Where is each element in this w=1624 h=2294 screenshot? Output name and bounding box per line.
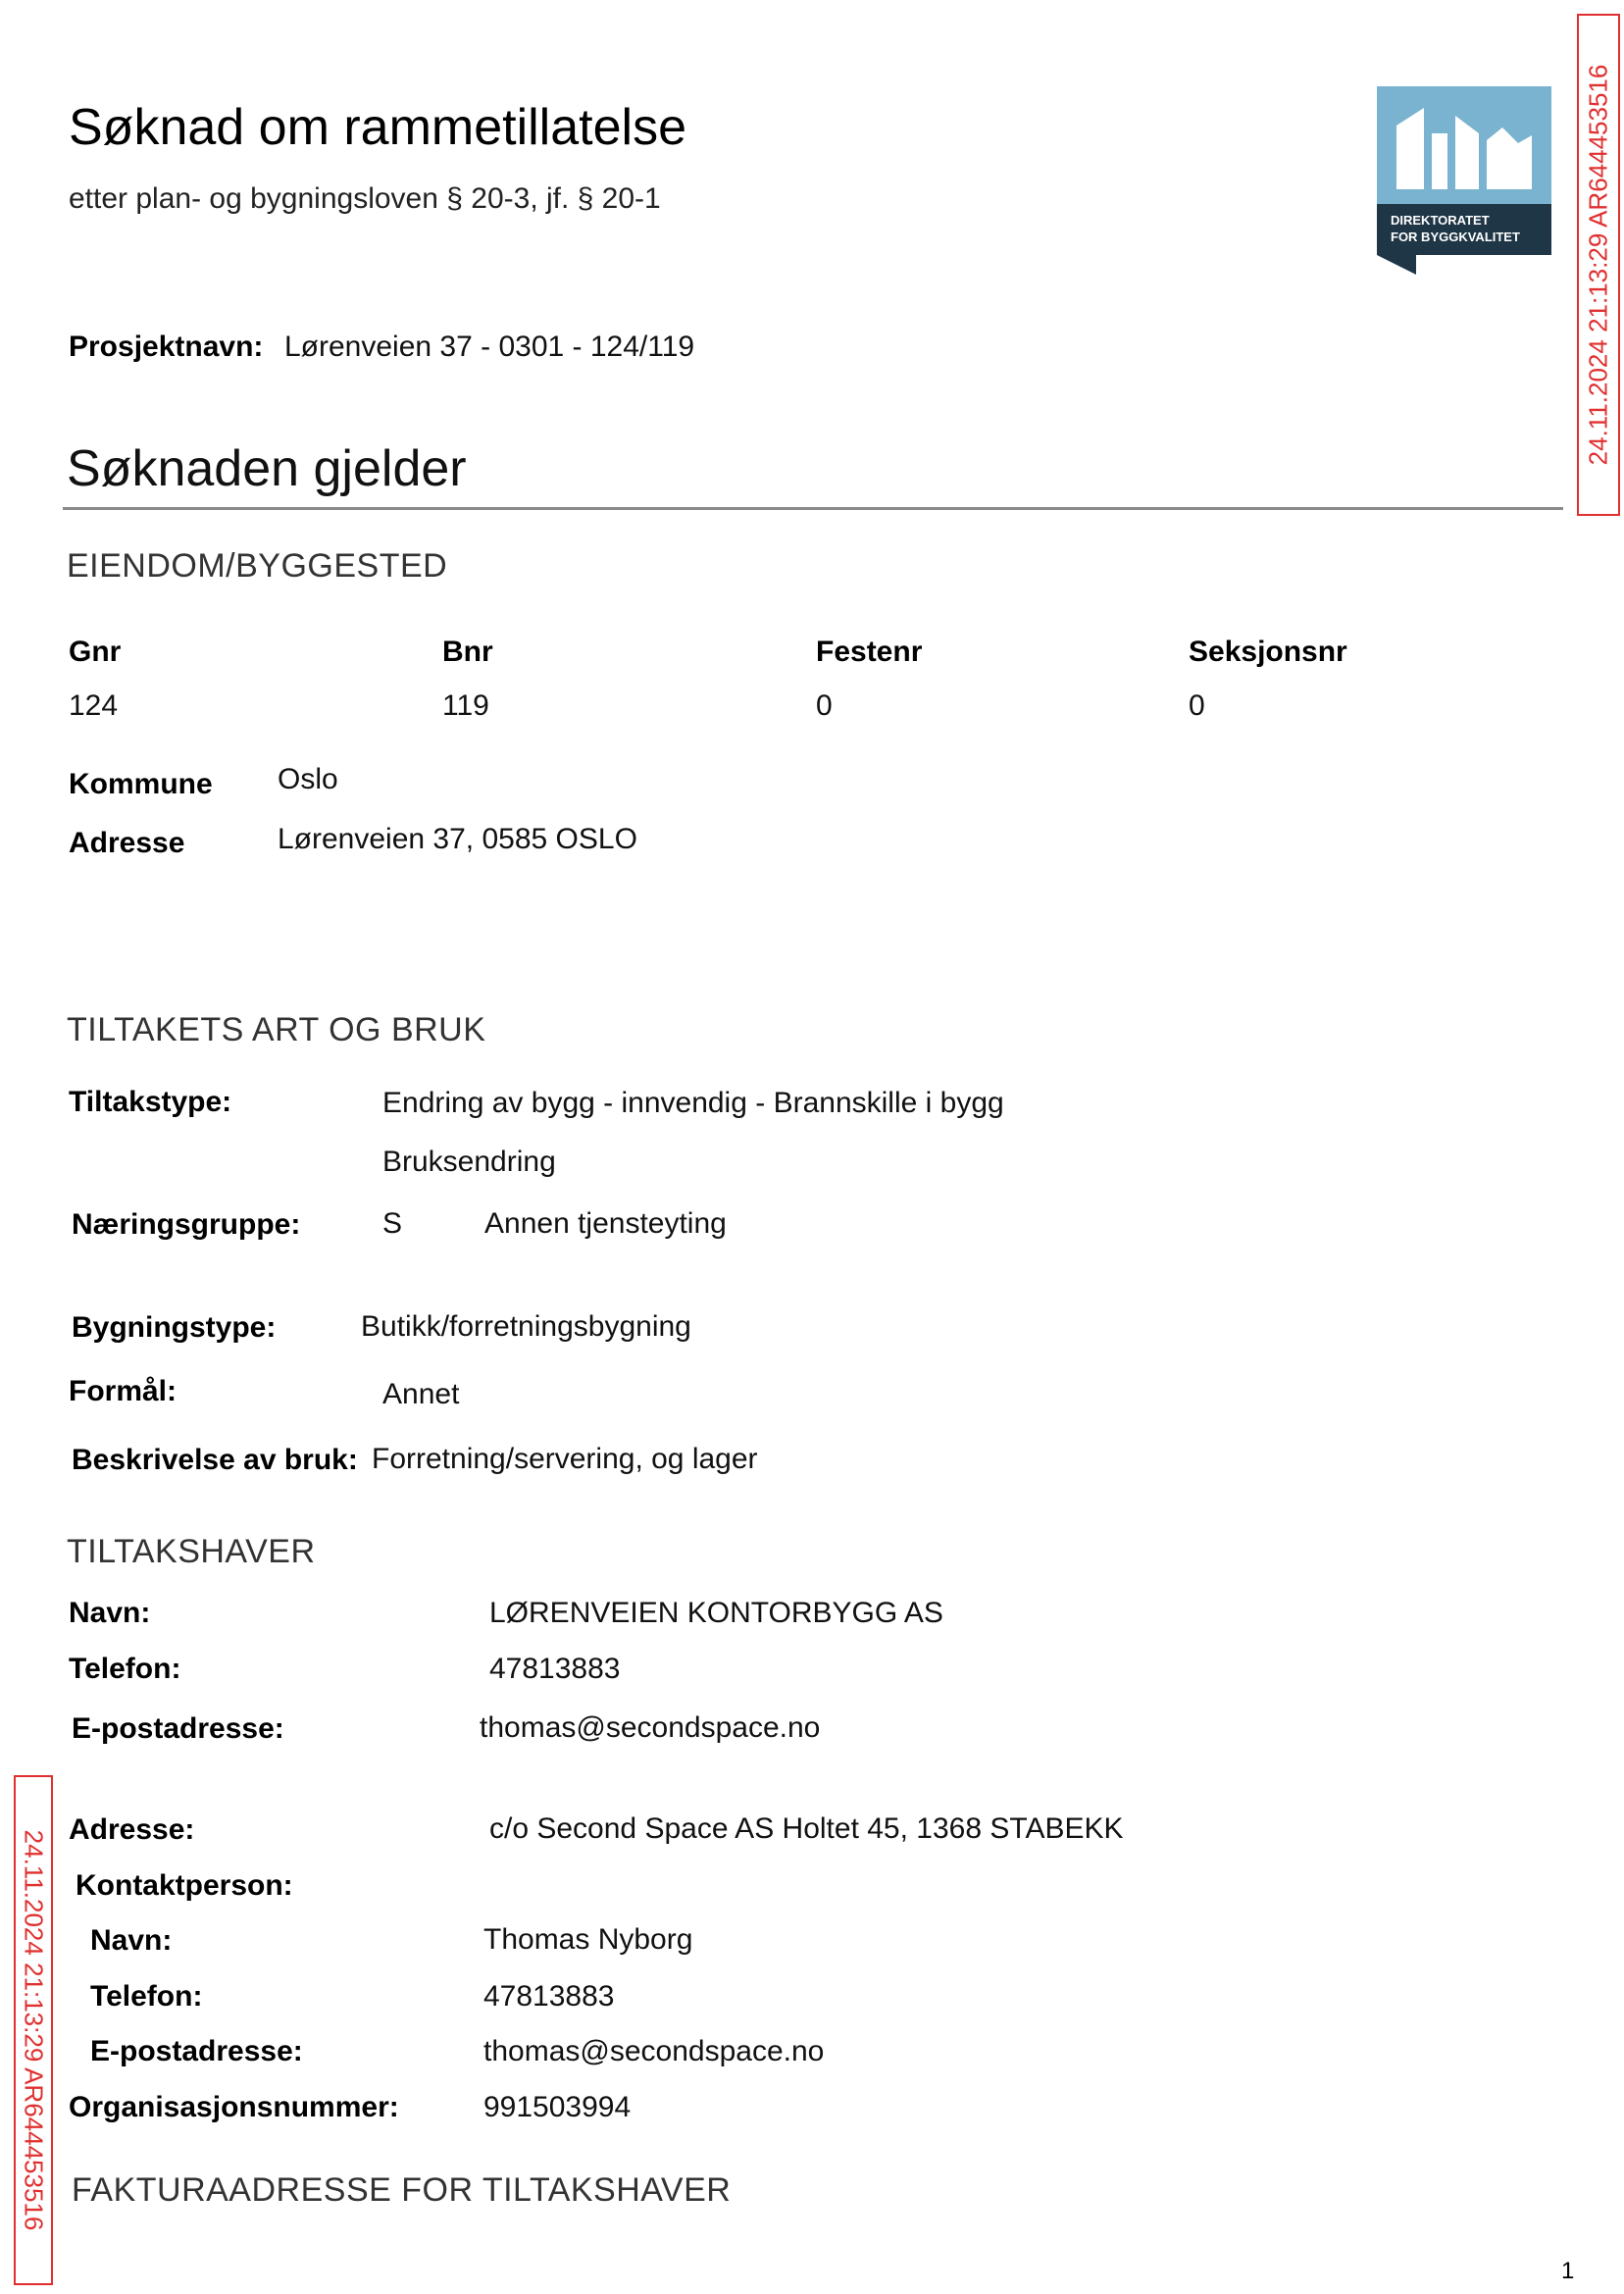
dibk-logo <box>1377 86 1551 275</box>
tiltakshaver-telefon-label: Telefon: <box>69 1653 181 1685</box>
tiltakstype-value-1: Endring av bygg - innvendig - Brannskille i bygg <box>382 1087 1004 1119</box>
tiltakshaver-navn-value: LØRENVEIEN KONTORBYGG AS <box>489 1597 943 1629</box>
bygningstype-label: Bygningstype: <box>72 1311 277 1344</box>
section-divider <box>63 507 1563 510</box>
document-subtitle: etter plan- og bygningsloven § 20-3, jf. § 20-1 <box>69 182 661 215</box>
naeringsgruppe-label: Næringsgruppe: <box>72 1208 301 1241</box>
tiltakshaver-epost-label: E-postadresse: <box>72 1712 284 1745</box>
project-name-value: Lørenveien 37 - 0301 - 124/119 <box>284 331 695 363</box>
tiltakstype-value-2: Bruksendring <box>382 1146 556 1178</box>
kontakt-navn-label: Navn: <box>90 1924 173 1957</box>
timestamp-stamp-left <box>14 1775 53 2285</box>
kontakt-telefon-value: 47813883 <box>483 1980 615 2013</box>
kommune-label: Kommune <box>69 768 213 800</box>
building-logo-icon <box>1377 86 1551 275</box>
orgnr-value: 991503994 <box>483 2091 632 2123</box>
naeringsgruppe-text: Annen tjensteyting <box>484 1207 727 1240</box>
orgnr-label: Organisasjonsnummer: <box>69 2091 399 2123</box>
logo-text-line1: DIREKTORATET <box>1391 213 1490 228</box>
tiltakstype-label: Tiltakstype: <box>69 1086 232 1118</box>
naeringsgruppe-code: S <box>382 1207 403 1240</box>
property-heading: EIENDOM/BYGGESTED <box>67 547 448 585</box>
tiltakshaver-epost-value: thomas@secondspace.no <box>480 1711 821 1744</box>
formal-value: Annet <box>382 1378 460 1410</box>
beskrivelse-value: Forretning/servering, og lager <box>372 1443 758 1475</box>
adresse-value: Lørenveien 37, 0585 OSLO <box>278 823 637 855</box>
project-name-label: Prosjektnavn: <box>69 331 264 363</box>
seksjonsnr-value: 0 <box>1189 689 1205 722</box>
tiltakshaver-adresse-value: c/o Second Space AS Holtet 45, 1368 STABEKK <box>489 1812 1124 1845</box>
kommune-value: Oslo <box>278 763 338 795</box>
document-title: Søknad om rammetillatelse <box>69 99 686 156</box>
festenr-label: Festenr <box>816 636 923 668</box>
tiltakshaver-adresse-label: Adresse: <box>69 1813 195 1846</box>
bnr-label: Bnr <box>442 636 493 668</box>
kontakt-epost-label: E-postadresse: <box>90 2035 303 2067</box>
seksjonsnr-label: Seksjonsnr <box>1189 636 1347 668</box>
kontakt-epost-value: thomas@secondspace.no <box>483 2035 825 2067</box>
bnr-value: 119 <box>442 689 489 722</box>
stamp-text: 24.11.2024 21:13:29 AR644453516 <box>1583 64 1613 466</box>
adresse-label: Adresse <box>69 827 185 859</box>
bygningstype-value: Butikk/forretningsbygning <box>361 1310 691 1343</box>
gnr-value: 124 <box>69 689 119 722</box>
stamp-text: 24.11.2024 21:13:29 AR644453516 <box>19 1829 49 2231</box>
kontakt-telefon-label: Telefon: <box>90 1980 203 2013</box>
tiltakshaver-navn-label: Navn: <box>69 1597 151 1629</box>
timestamp-stamp-right <box>1577 14 1620 516</box>
logo-text-line2: FOR BYGGKVALITET <box>1391 229 1520 244</box>
kontakt-navn-value: Thomas Nyborg <box>483 1923 693 1956</box>
tiltakshaver-heading: TILTAKSHAVER <box>67 1533 316 1570</box>
gnr-label: Gnr <box>69 636 122 668</box>
section-title: Søknaden gjelder <box>67 440 467 497</box>
tiltakshaver-telefon-value: 47813883 <box>489 1653 621 1685</box>
formal-label: Formål: <box>69 1375 178 1407</box>
page-number: 1 <box>1561 2258 1575 2284</box>
beskrivelse-label: Beskrivelse av bruk: <box>72 1444 358 1476</box>
festenr-value: 0 <box>816 689 833 722</box>
tiltak-heading: TILTAKETS ART OG BRUK <box>67 1011 486 1048</box>
faktura-heading: FAKTURAADRESSE FOR TILTAKSHAVER <box>72 2171 732 2209</box>
kontaktperson-label: Kontaktperson: <box>76 1869 293 1902</box>
